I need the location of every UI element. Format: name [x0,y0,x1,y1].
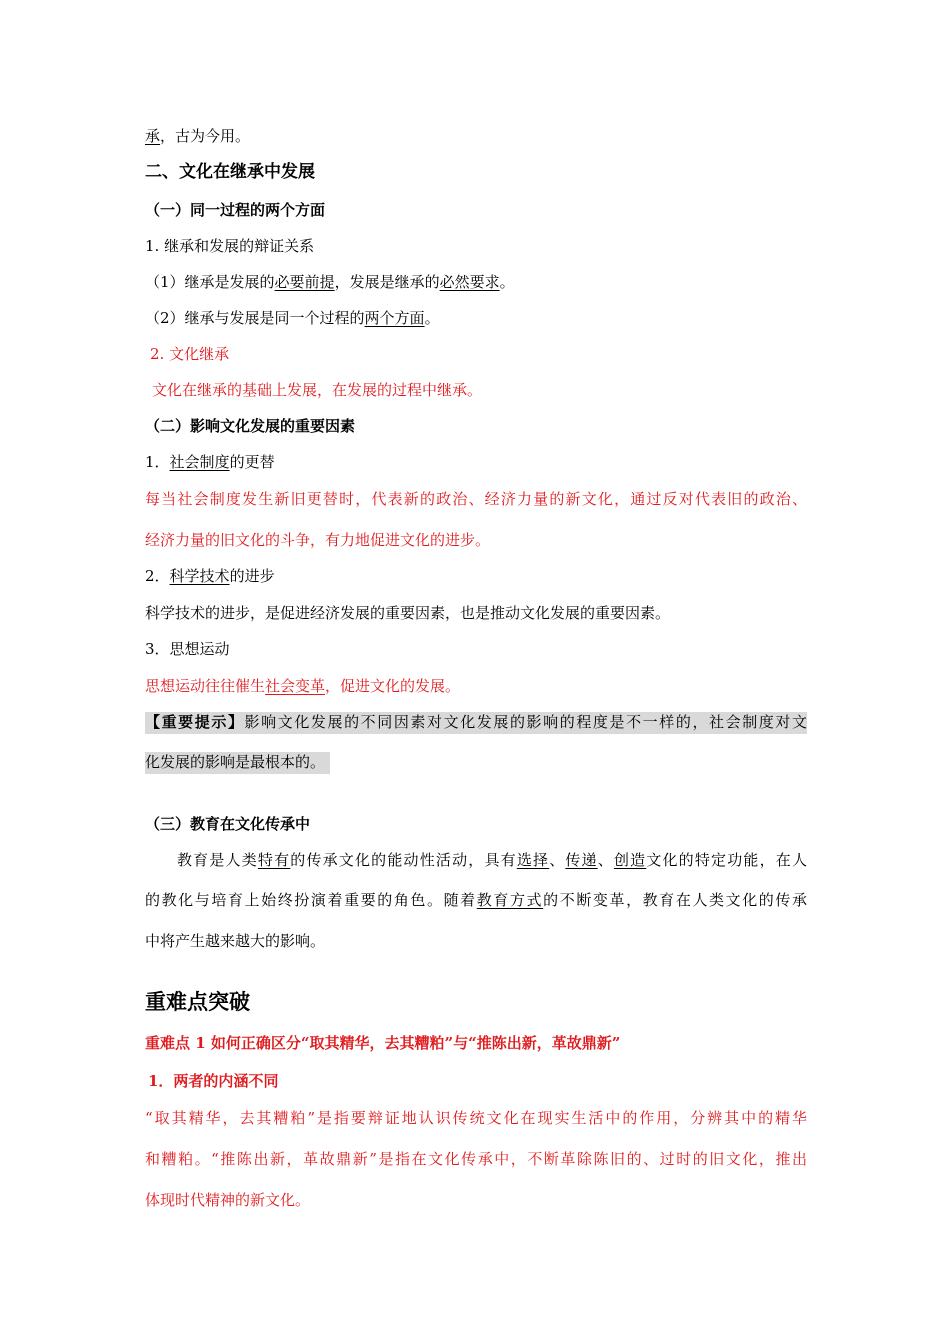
continuation-line: 承，古为今用。 [145,127,251,145]
paragraph-premise: （1）继承是发展的必要前提，发展是继承的必然要求。 [145,273,515,291]
underlined-term: 传递 [565,851,598,869]
underlined-term: 创造 [613,851,647,869]
paragraph-culture-inherit: 2. 文化继承 [150,345,230,363]
factor-2: 2．科学技术的进步 [145,567,275,585]
subsection-heading-1: （一）同一过程的两个方面 [145,201,326,219]
factor-1: 1．社会制度的更替 [145,453,275,471]
key-point-1-subheading: 1．两者的内涵不同 [148,1072,279,1090]
underlined-term: 社会变革 [265,677,326,695]
underlined-term: 两个方面 [364,309,425,327]
subsection-heading-3: （三）教育在文化传承中 [145,815,311,833]
key-point-1-line-3: 体现时代精神的新文化。 [145,1191,311,1209]
education-line-1: 教育是人类特有的传承文化的能动性活动，具有选择、传递、创造文化的特定功能，在人 [177,851,807,869]
factor-2-text: 科学技术的进步，是促进经济发展的重要因素，也是推动文化发展的重要因素。 [145,604,671,622]
factor-1-text-line-1: 每当社会制度发生新旧更替时，代表新的政治、经济力量的新文化，通过反对代表旧的政治、 [145,490,807,508]
underlined-term: 社会制度 [169,453,230,471]
important-tip-line-1: 【重要提示】影响文化发展的不同因素对文化发展的影响的程度是不一样的，社会制度对文 [145,712,807,734]
factor-1-text-line-2: 经济力量的旧文化的斗争，有力地促进文化的进步。 [145,531,491,549]
tip-label: 【重要提示】 [145,713,245,731]
paragraph-dialectic: 1. 继承和发展的辩证关系 [145,237,315,255]
key-point-1-line-2: 和糟粕。“推陈出新，革故鼎新”是指在文化传承中，不断革除陈旧的、过时的旧文化，推出 [145,1150,807,1168]
subsection-heading-2: （二）影响文化发展的重要因素 [145,417,356,435]
education-line-2: 的教化与培育上始终扮演着重要的角色。随着教育方式的不断变革，教育在人类文化的传承 [145,891,807,909]
key-point-1-line-1: “取其精华，去其糟粕”是指要辩证地认识传统文化在现实生活中的作用，分辨其中的精华 [145,1109,807,1127]
key-points-heading: 重难点突破 [145,989,250,1014]
underlined-term: 教育方式 [476,891,544,909]
underlined-term: 承 [145,127,161,145]
paragraph-two-aspects: （2）继承与发展是同一个过程的两个方面。 [145,309,440,327]
underlined-term: 选择 [516,851,550,869]
education-line-3: 中将产生越来越大的影响。 [145,932,326,950]
paragraph-culture-inherit-text: 文化在继承的基础上发展，在发展的过程中继承。 [152,381,483,399]
key-point-1-title: 重难点 1 如何正确区分“取其精华，去其糟粕”与“推陈出新，革故鼎新” [145,1034,621,1052]
underlined-term: 科学技术 [169,567,230,585]
important-tip-line-2: 化发展的影响是最根本的。 [145,752,330,774]
underlined-term: 特有 [257,851,291,869]
factor-3-text: 思想运动往往催生社会变革，促进文化的发展。 [145,677,461,695]
underlined-term: 必要前提 [274,273,335,291]
factor-3: 3．思想运动 [145,640,230,658]
section-heading: 二、文化在继承中发展 [145,162,315,182]
underlined-term: 必然要求 [439,273,500,291]
